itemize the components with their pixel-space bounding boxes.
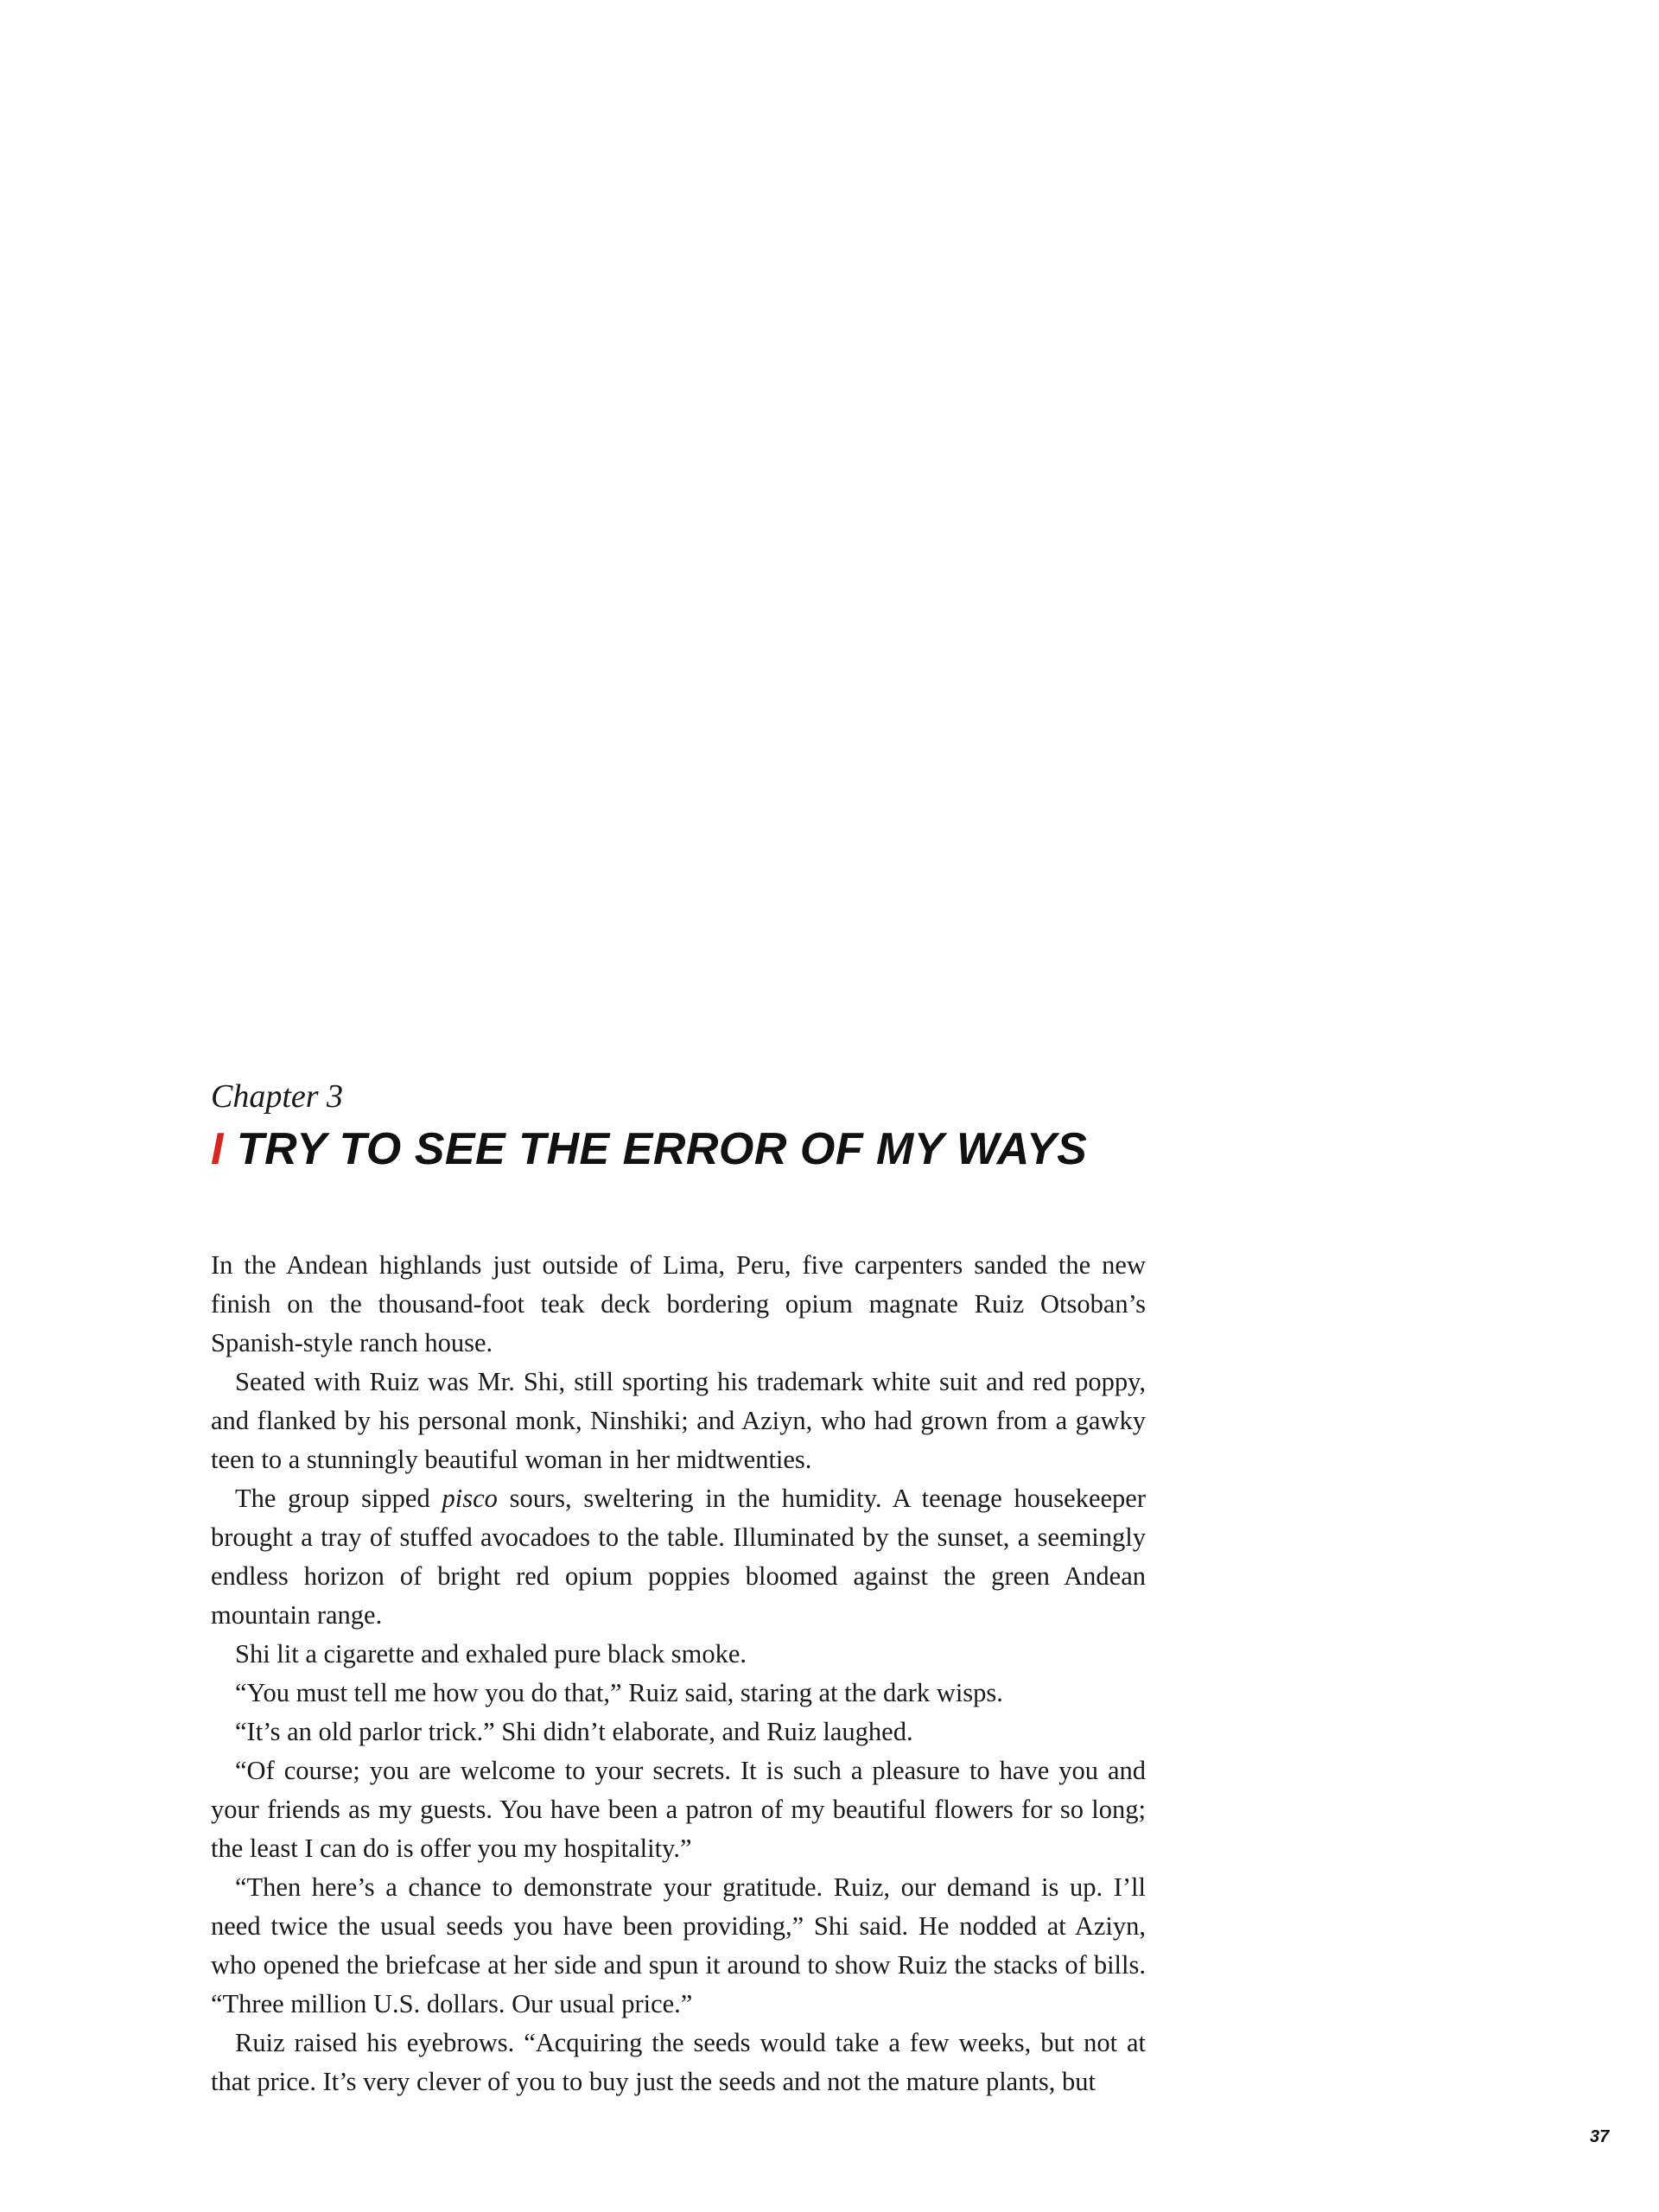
chapter-title-initial: I — [211, 1124, 224, 1174]
page-number: 37 — [1590, 2127, 1610, 2146]
paragraph: In the Andean highlands just outside of Lima, Peru, five carpenters sanded the new finish on the thousand-foot teak deck bordering opium magnate Ruiz Otsoban’s Spanish-style ranch house. — [211, 1250, 1146, 1357]
paragraph: Seated with Ruiz was Mr. Shi, still sporting his trademark white suit and red poppy, and flanked by his personal monk, Ninshiki; and Aziyn, who had grown from a gawky teen to a stunningly beautiful woman in her midtwenties. — [211, 1367, 1146, 1474]
chapter-label: Chapter 3 — [211, 1078, 344, 1115]
chapter-title — [211, 1124, 1088, 1174]
paragraph: “You must tell me how you do that,” Ruiz said, staring at the dark wisps. — [235, 1678, 1003, 1707]
paragraph: “Of course; you are welcome to your secrets. It is such a pleasure to have you and your friends as my guests. You have been a patron of my beautiful flowers for so long; the least I can do is offer you my hospitality.” — [211, 1756, 1146, 1863]
paragraph-text: The group sipped — [235, 1484, 442, 1513]
paragraph-text: sours, sweltering in the humidity. A teenage housekeeper brought a tray of stuffed avocadoes to the table. Illuminated by the sunset, a seemingly endless horizon of bright red opium poppies bloomed against the green Andean mountain range. — [211, 1484, 1146, 1630]
paragraph — [211, 1479, 1146, 1635]
paragraph: “Then here’s a chance to demonstrate your gratitude. Ruiz, our demand is up. I’ll need twice the usual seeds you have been providing,” Shi said. He nodded at Aziyn, who opened the briefcase at her side and spun it around to show Ruiz the stacks of bills. “Three million U.S. dollars. Our usual price.” — [211, 1872, 1146, 2018]
chapter-title-text: TRY TO SEE THE ERROR OF MY WAYS — [223, 1124, 1088, 1174]
chapter-body — [211, 1246, 1146, 2101]
paragraph: Ruiz raised his eyebrows. “Acquiring the seeds would take a few weeks, but not at that price. It’s very clever of you to buy just the seeds and not the mature plants, but — [211, 2028, 1146, 2096]
italic-word: pisco — [442, 1484, 498, 1513]
paragraph: “It’s an old parlor trick.” Shi didn’t elaborate, and Ruiz laughed. — [235, 1717, 913, 1746]
paragraph: Shi lit a cigarette and exhaled pure black smoke. — [235, 1639, 747, 1669]
